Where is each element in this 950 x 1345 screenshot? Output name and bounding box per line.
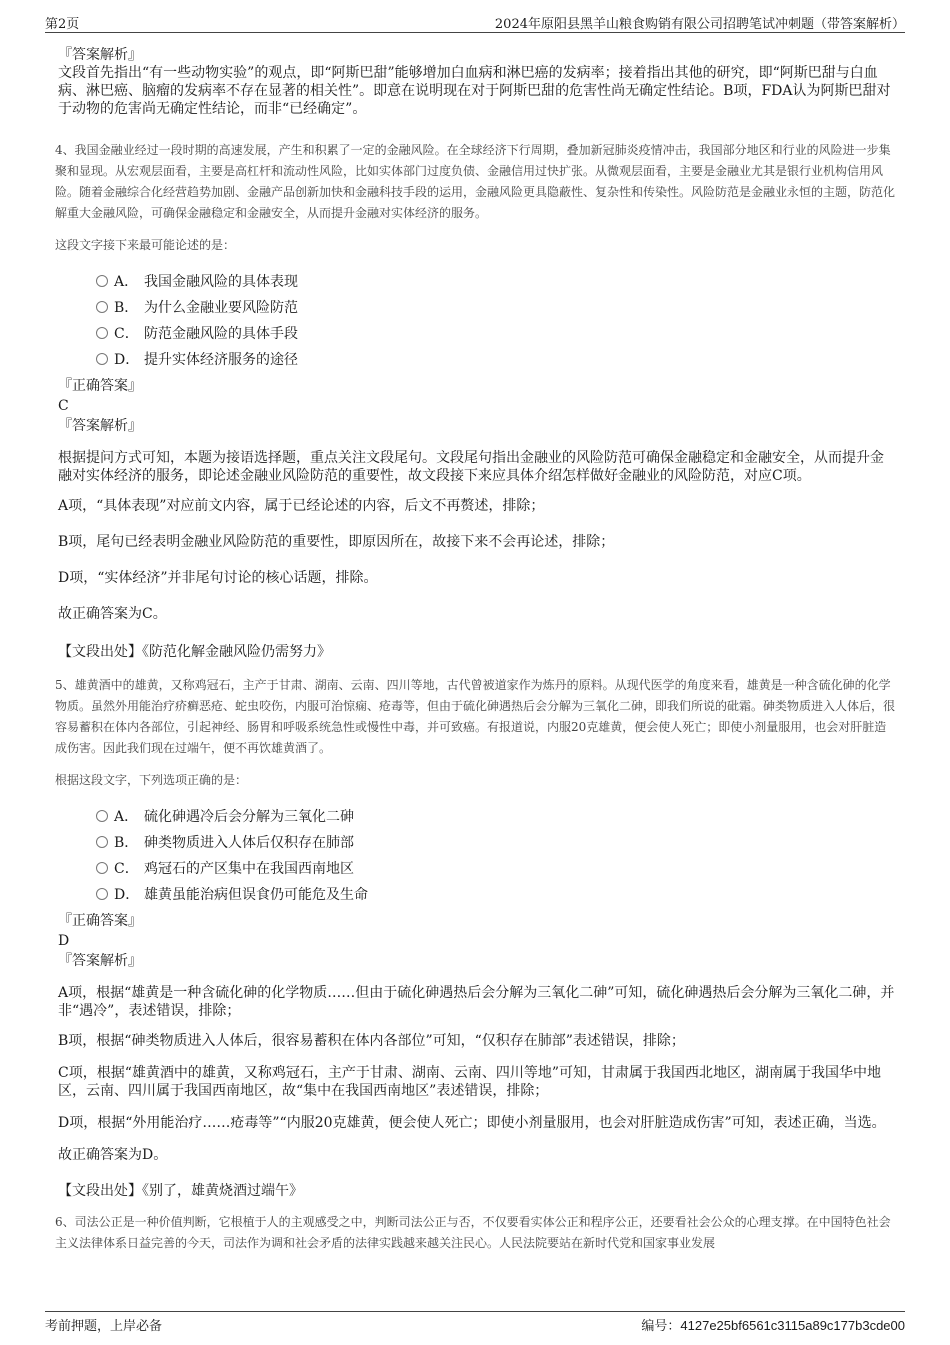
- analysis-paragraph: D项，“实体经济”并非尾句讨论的核心话题，排除。: [58, 570, 378, 586]
- analysis-conclusion: 故正确答案为C。: [58, 606, 167, 622]
- analysis-label: 『答案解析』: [58, 418, 142, 434]
- document-title: 2024年原阳县黑羊山粮食购销有限公司招聘笔试冲刺题（带答案解析）: [494, 17, 905, 32]
- code-label: 编号：: [641, 1319, 681, 1334]
- option-c[interactable]: C． 鸡冠石的产区集中在我国西南地区: [96, 856, 895, 882]
- code-value: 4127e25bf6561c3115a89c177b3cde00: [680, 1318, 905, 1333]
- analysis-label: 『答案解析』: [58, 953, 142, 969]
- analysis-conclusion: 故正确答案为D。: [58, 1147, 168, 1163]
- analysis-paragraph: C项，根据“雄黄酒中的雄黄，又称鸡冠石，主产于甘肃、湖南、云南、四川等地”可知，甘肃属于我国西北地区，湖南属于我国华中地区，云南、四川属于我国西南地区，故“集中在我国西南地区”表述错误，排除；: [58, 1065, 882, 1099]
- analysis-paragraph: A项，“具体表现”对应前文内容，属于已经论述的内容，后文不再赘述，排除；: [58, 498, 545, 514]
- page-footer: [45, 1311, 905, 1334]
- radio-icon[interactable]: [96, 301, 108, 313]
- question-text: 6、司法公正是一种价值判断，它根植于人的主观感受之中，判断司法公正与否，不仅要看实体公正和程序公正，还要看社会公众的心理支撑。在中国特色社会主义法律体系日益完善的今天，司法作为调和社会矛盾的法律实践越来越关注民心。人民法院要站在新时代党和国家事业发展: [55, 1215, 891, 1250]
- question-prompt: 这段文字接下来最可能论述的是：: [55, 238, 236, 252]
- options-list: [96, 269, 895, 373]
- question-prompt: 根据这段文字，下列选项正确的是：: [55, 773, 248, 787]
- radio-icon[interactable]: [96, 836, 108, 848]
- options-list: [96, 804, 895, 908]
- analysis-text: 文段首先指出“有一些动物实验”的观点，即“阿斯巴甜”能够增加白血病和淋巴癌的发病率；接着指出其他的研究，即“阿斯巴甜与白血病、淋巴癌、脑瘤的发病率不存在显著的相关性”。即意在说明现在对于阿斯巴甜的危害性尚无确定性结论。B项，FDA认为阿斯巴甜对于动物的危害尚无确定性结论，而非“已经确定”。: [58, 65, 891, 117]
- analysis-paragraph: 根据提问方式可知，本题为接语选择题，重点关注文段尾句。文段尾句指出金融业的风险防范可确保金融稳定和金融安全，从而提升金融对实体经济的服务，即论述金融业风险防范的重要性，故文段接下来应具体介绍怎样做好金融业的风险防范，对应C项。: [58, 450, 884, 484]
- analysis-label: 『答案解析』: [58, 47, 142, 63]
- question-6: [55, 1212, 895, 1254]
- option-b[interactable]: B． 为什么金融业要风险防范: [96, 295, 895, 321]
- page-header: [45, 10, 905, 33]
- footer-slogan: 考前押题，上岸必备: [45, 1319, 163, 1334]
- analysis-paragraph: D项，根据“外用能治疗……疮毒等”“内服20克雄黄，便会使人死亡；即使小剂量服用，也会对肝脏造成伤害”可知，表述正确，当选。: [58, 1115, 886, 1131]
- option-d[interactable]: D． 雄黄虽能治病但误食仍可能危及生命: [96, 882, 895, 908]
- answer-value: C: [58, 398, 69, 414]
- analysis-paragraph: A项，根据“雄黄是一种含硫化砷的化学物质……但由于硫化砷遇热后会分解为三氧化二砷”可知，硫化砷遇热后会分解为三氧化二砷，并非“遇冷”，表述错误，排除；: [58, 985, 895, 1019]
- source-citation: 【文段出处】《别了，雄黄烧酒过端午》: [58, 1183, 303, 1199]
- radio-icon[interactable]: [96, 353, 108, 365]
- answer-label: 『正确答案』: [58, 913, 142, 929]
- document-code: [641, 1315, 905, 1334]
- analysis-paragraph: B项，根据“砷类物质进入人体后，很容易蓄积在体内各部位”可知，“仅积存在肺部”表述错误，排除；: [58, 1033, 685, 1049]
- question-text: 4、我国金融业经过一段时期的高速发展，产生和积累了一定的金融风险。在全球经济下行周期，叠加新冠肺炎疫情冲击，我国部分地区和行业的风险进一步集聚和显现。从宏观层面看，主要是高杠杆和流动性风险，比如实体部门过度负债、金融信用过快扩张。从微观层面看，主要是金融业尤其是银行业机构信用风险。随着金融综合化经营趋势加剧、金融产品创新加快和金融科技手段的运用，金融风险更具隐蔽性、复杂性和传染性。风险防范是金融业永恒的主题，防范化解重大金融风险，可确保金融稳定和金融安全，从而提升金融对实体经济的服务。: [55, 143, 896, 220]
- question-5: [55, 675, 895, 1200]
- option-d[interactable]: D． 提升实体经济服务的途径: [96, 347, 895, 373]
- source-citation: 【文段出处】《防范化解金融风险仍需努力》: [58, 644, 331, 660]
- option-b[interactable]: B． 砷类物质进入人体后仅积存在肺部: [96, 830, 895, 856]
- answer-label: 『正确答案』: [58, 378, 142, 394]
- page-number: 第2页: [45, 17, 80, 32]
- radio-icon[interactable]: [96, 862, 108, 874]
- radio-icon[interactable]: [96, 275, 108, 287]
- radio-icon[interactable]: [96, 810, 108, 822]
- option-a[interactable]: A． 硫化砷遇冷后会分解为三氧化二砷: [96, 804, 895, 830]
- question-4: [55, 140, 895, 661]
- answer-value: D: [58, 933, 70, 949]
- page-content: [55, 46, 895, 1254]
- question-text: 5、雄黄酒中的雄黄，又称鸡冠石，主产于甘肃、湖南、云南、四川等地，古代曾被道家作为炼丹的原料。从现代医学的角度来看，雄黄是一种含硫化砷的化学物质。虽然外用能治疗疥癣恶疮、蛇虫咬伤，内服可治惊痫、疮毒等，但由于硫化砷遇热后会分解为三氧化二砷，即我们所说的砒霜。砷类物质进入人体后，很容易蓄积在体内各部位，引起神经、肠胃和呼吸系统急性或慢性中毒，并可致癌。有报道说，内服20克雄黄，便会使人死亡；即使小剂量服用，也会对肝脏造成伤害。因此我们现在过端午，便不再饮雄黄酒了。: [55, 678, 896, 755]
- prev-analysis-block: [58, 46, 895, 118]
- option-c[interactable]: C． 防范金融风险的具体手段: [96, 321, 895, 347]
- radio-icon[interactable]: [96, 888, 108, 900]
- radio-icon[interactable]: [96, 327, 108, 339]
- option-a[interactable]: A． 我国金融风险的具体表现: [96, 269, 895, 295]
- analysis-paragraph: B项，尾句已经表明金融业风险防范的重要性，即原因所在，故接下来不会再论述，排除；: [58, 534, 615, 550]
